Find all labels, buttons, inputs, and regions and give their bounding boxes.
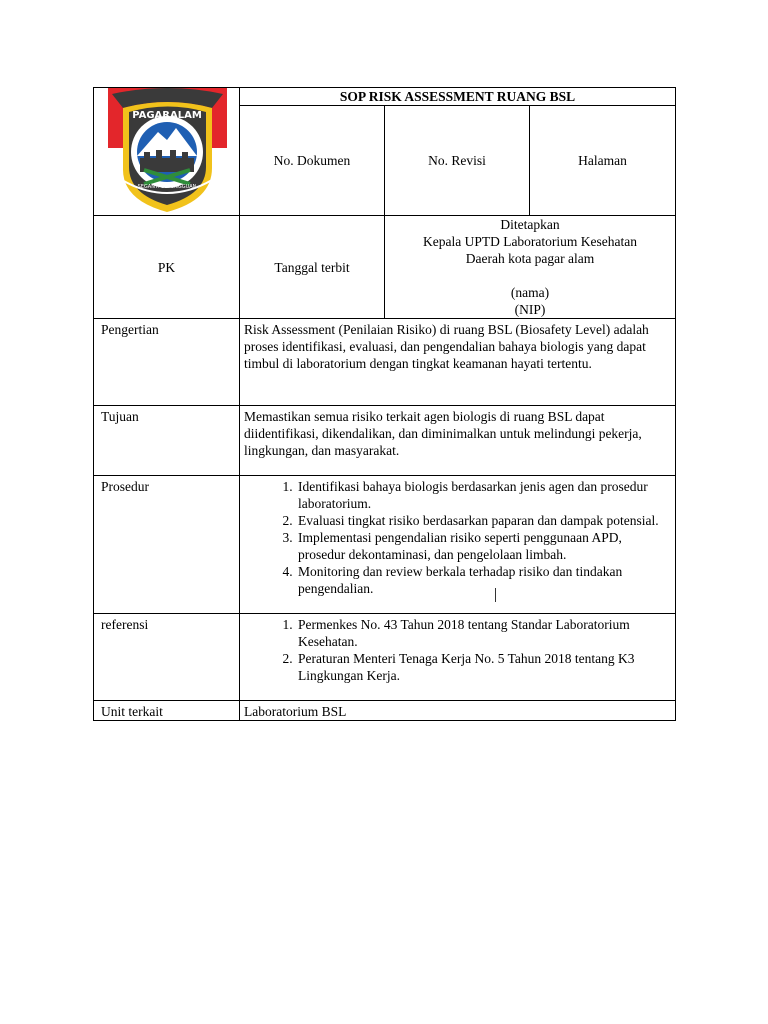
signature-space: [385, 267, 675, 284]
tujuan-text: Memastikan semua risiko terkait agen biologis di ruang BSL dapat diidentifikasi, dikendalikan, dan diminimalkan untuk melindungi pekerja, lingkungan, dan masyarakat.: [240, 406, 676, 476]
unit-terkait-text: Laboratorium BSL: [240, 701, 676, 721]
jabatan-line-1: Kepala UPTD Laboratorium Kesehatan: [422, 234, 638, 249]
tanggal-terbit-cell: Tanggal terbit: [240, 216, 385, 319]
pengertian-label: Pengertian: [94, 319, 240, 406]
prosedur-item: 1. Identifikasi bahaya biologis berdasarkan jenis agen dan prosedur laboratorium.: [296, 478, 669, 512]
pengertian-text: Risk Assessment (Penilaian Risiko) di ruang BSL (Biosafety Level) adalah proses identifikasi, evaluasi, dan pengendalian bahaya biologis yang dapat timbul di laboratorium dengan tingkat keamanan hayati tertentu.: [240, 319, 676, 406]
sop-table: [93, 87, 676, 721]
prosedur-list: [244, 478, 669, 597]
tujuan-label: Tujuan: [94, 406, 240, 476]
no-dokumen-cell: No. Dokumen: [240, 106, 385, 216]
ditetapkan-cell: [385, 216, 676, 319]
ditetapkan-label: Ditetapkan: [500, 217, 560, 232]
referensi-item: 1. Permenkes No. 43 Tahun 2018 tentang Standar Laboratorium Kesehatan.: [296, 616, 669, 650]
logo-text-top: PAGARALAM: [132, 110, 202, 121]
pagaralam-logo-icon: [108, 88, 227, 214]
referensi-list: [244, 616, 669, 684]
halaman-cell: Halaman: [530, 106, 676, 216]
prosedur-item: 3. Implementasi pengendalian risiko seperti penggunaan APD, prosedur dekontaminasi, dan pengelolaan limbah.: [296, 529, 669, 563]
document-title: SOP RISK ASSESSMENT RUANG BSL: [240, 88, 676, 106]
prosedur-item: 2. Evaluasi tingkat risiko berdasarkan paparan dan dampak potensial.: [296, 512, 669, 529]
jabatan-line-2: Daerah kota pagar alam: [465, 251, 595, 266]
unit-terkait-label: Unit terkait: [94, 701, 240, 721]
prosedur-item: 4. Monitoring dan review berkala terhadap risiko dan tindakan pengendalian.: [296, 563, 669, 597]
referensi-cell: [240, 614, 676, 701]
sop-document: [93, 87, 675, 721]
logo-text-bottom: SEGANTI SETUNGGUAN: [137, 184, 197, 190]
prosedur-label: Prosedur: [94, 476, 240, 614]
referensi-label: referensi: [94, 614, 240, 701]
referensi-item: 2. Peraturan Menteri Tenaga Kerja No. 5 Tahun 2018 tentang K3 Lingkungan Kerja.: [296, 650, 669, 684]
no-revisi-cell: No. Revisi: [385, 106, 530, 216]
logo-cell: [94, 88, 240, 216]
text-cursor: [495, 588, 496, 602]
prosedur-cell: [240, 476, 676, 614]
nama-placeholder: (nama): [510, 285, 550, 300]
pk-cell: PK: [94, 216, 240, 319]
nip-placeholder: (NIP): [514, 302, 546, 317]
